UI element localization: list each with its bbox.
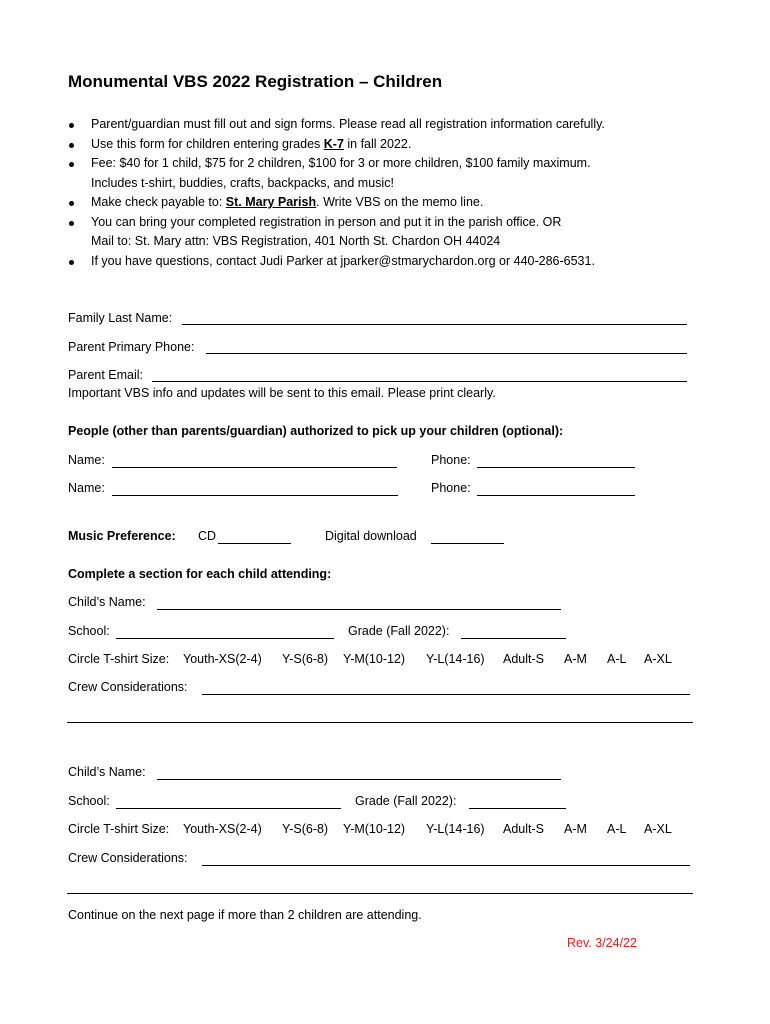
child-1-name-field[interactable] bbox=[157, 609, 561, 610]
child-1-size-y-s[interactable]: Y-S(6-8) bbox=[282, 652, 329, 666]
grades-text-post: in fall 2022. bbox=[343, 137, 412, 151]
bullet-icon bbox=[69, 221, 74, 226]
child-2-school-label: School: bbox=[68, 794, 110, 808]
pickup-name-2-field[interactable] bbox=[112, 495, 398, 496]
family-last-name-field[interactable] bbox=[182, 324, 687, 325]
pickup-name-2-label: Name: bbox=[68, 481, 105, 495]
child-1-tshirt-label: Circle T-shirt Size: bbox=[68, 652, 170, 666]
child-2-crew-field-extra[interactable] bbox=[67, 893, 693, 894]
child-1-crew-label: Crew Considerations: bbox=[68, 680, 188, 694]
child-2-tshirt-label: Circle T-shirt Size: bbox=[68, 822, 170, 836]
child-1-size-a-m[interactable]: A-M bbox=[564, 652, 587, 666]
music-cd-label: CD bbox=[198, 529, 217, 543]
instruction-submit: You can bring your completed registration in person and put it in the parish office. OR bbox=[91, 215, 562, 229]
child-2-size-adult-s[interactable]: Adult-S bbox=[503, 822, 544, 836]
instruction-contact: If you have questions, contact Judi Parker at jparker@stmarychardon.org or 440-286-6531. bbox=[91, 254, 595, 268]
child-1-size-a-l[interactable]: A-L bbox=[607, 652, 627, 666]
child-1-size-youth-xs[interactable]: Youth-XS(2-4) bbox=[183, 652, 262, 666]
child-1-crew-field-extra[interactable] bbox=[67, 722, 693, 723]
child-2-name-label: Child’s Name: bbox=[68, 765, 146, 779]
child-2-school-field[interactable] bbox=[116, 808, 341, 809]
child-1-crew-field[interactable] bbox=[202, 694, 690, 695]
music-digital-field[interactable] bbox=[431, 543, 504, 544]
music-digital-label: Digital download bbox=[325, 529, 417, 543]
child-2-size-a-m[interactable]: A-M bbox=[564, 822, 587, 836]
grades-text-pre: Use this form for children entering grades bbox=[91, 137, 324, 151]
child-2-crew-label: Crew Considerations: bbox=[68, 851, 188, 865]
child-2-grade-field[interactable] bbox=[469, 808, 566, 809]
child-1-size-a-xl[interactable]: A-XL bbox=[644, 652, 672, 666]
bullet-icon bbox=[69, 143, 74, 148]
pickup-phone-2-label: Phone: bbox=[431, 481, 471, 495]
child-1-school-label: School: bbox=[68, 624, 110, 638]
check-text-post: . Write VBS on the memo line. bbox=[316, 195, 484, 209]
parent-email-note: Important VBS info and updates will be sent to this email. Please print clearly. bbox=[68, 386, 496, 400]
pickup-heading: People (other than parents/guardian) authorized to pick up your children (optional): bbox=[68, 424, 564, 438]
continue-note: Continue on the next page if more than 2 children are attending. bbox=[68, 908, 422, 922]
parent-phone-label: Parent Primary Phone: bbox=[68, 340, 195, 354]
instruction-mail-address: Mail to: St. Mary attn: VBS Registration, 401 North St. Chardon OH 44024 bbox=[91, 234, 501, 248]
child-2-size-y-s[interactable]: Y-S(6-8) bbox=[282, 822, 329, 836]
instruction-parent-sign: Parent/guardian must fill out and sign forms. Please read all registration information carefully. bbox=[91, 117, 605, 131]
check-text-pre: Make check payable to: bbox=[91, 195, 226, 209]
child-1-grade-field[interactable] bbox=[461, 638, 566, 639]
bullet-icon bbox=[69, 260, 74, 265]
instruction-grades bbox=[91, 137, 411, 151]
child-2-grade-label: Grade (Fall 2022): bbox=[355, 794, 457, 808]
bullet-icon bbox=[69, 123, 74, 128]
family-last-name-label: Family Last Name: bbox=[68, 311, 173, 325]
instruction-fee: Fee: $40 for 1 child, $75 for 2 children, $100 for 3 or more children, $100 family maximum. bbox=[91, 156, 591, 170]
parent-phone-field[interactable] bbox=[206, 353, 687, 354]
instruction-check bbox=[91, 195, 483, 209]
bullet-icon bbox=[69, 201, 74, 206]
revision-date: Rev. 3/24/22 bbox=[567, 936, 637, 950]
child-2-size-a-xl[interactable]: A-XL bbox=[644, 822, 672, 836]
child-2-crew-field[interactable] bbox=[202, 865, 690, 866]
parent-email-label: Parent Email: bbox=[68, 368, 144, 382]
music-preference-label: Music Preference: bbox=[68, 529, 176, 543]
pickup-phone-1-label: Phone: bbox=[431, 453, 471, 467]
child-1-name-label: Child’s Name: bbox=[68, 595, 146, 609]
child-section-heading: Complete a section for each child attending: bbox=[68, 567, 332, 581]
pickup-phone-1-field[interactable] bbox=[477, 467, 635, 468]
child-2-size-a-l[interactable]: A-L bbox=[607, 822, 627, 836]
bullet-icon bbox=[69, 162, 74, 167]
child-2-size-youth-xs[interactable]: Youth-XS(2-4) bbox=[183, 822, 262, 836]
check-payee: St. Mary Parish bbox=[225, 195, 317, 209]
page-title: Monumental VBS 2022 Registration – Children bbox=[68, 72, 443, 91]
pickup-name-1-field[interactable] bbox=[112, 467, 397, 468]
music-cd-field[interactable] bbox=[218, 543, 291, 544]
child-1-school-field[interactable] bbox=[116, 638, 334, 639]
pickup-name-1-label: Name: bbox=[68, 453, 105, 467]
child-2-size-y-m[interactable]: Y-M(10-12) bbox=[343, 822, 406, 836]
child-2-size-y-l[interactable]: Y-L(14-16) bbox=[426, 822, 485, 836]
child-1-size-adult-s[interactable]: Adult-S bbox=[503, 652, 544, 666]
pickup-phone-2-field[interactable] bbox=[477, 495, 635, 496]
parent-email-field[interactable] bbox=[152, 381, 687, 382]
child-1-size-y-l[interactable]: Y-L(14-16) bbox=[426, 652, 485, 666]
grades-range: K-7 bbox=[323, 137, 344, 151]
child-1-grade-label: Grade (Fall 2022): bbox=[348, 624, 450, 638]
instruction-fee-includes: Includes t-shirt, buddies, crafts, backpacks, and music! bbox=[91, 176, 394, 190]
child-1-size-y-m[interactable]: Y-M(10-12) bbox=[343, 652, 406, 666]
child-2-name-field[interactable] bbox=[157, 779, 561, 780]
